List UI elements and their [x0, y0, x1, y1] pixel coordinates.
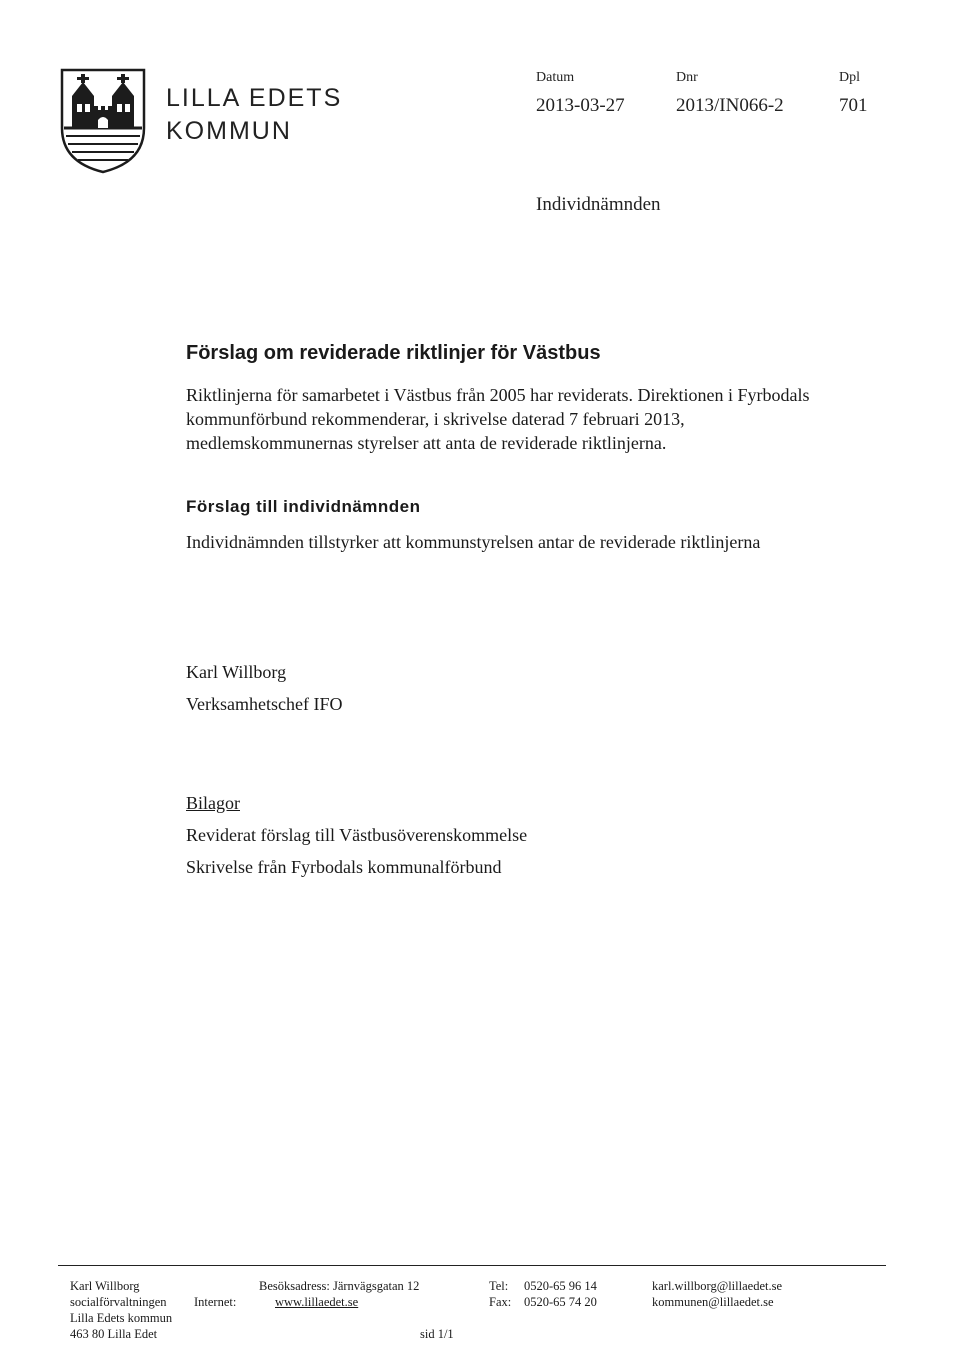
footer-sender-line-4: 463 80 Lilla Edet [70, 1327, 158, 1341]
org-name-line2: KOMMUN [166, 117, 292, 145]
footer-sender-line-2: socialförvaltningen [70, 1295, 167, 1309]
footer-page-indicator: sid 1/1 [420, 1327, 454, 1341]
proposal-text: Individnämnden tillstyrker att kommunstyrelsen antar de reviderade riktlinjerna [186, 532, 761, 552]
attachments-heading: Bilagor [186, 793, 240, 813]
footer-divider [58, 1265, 886, 1266]
footer-fax-label: Fax: [489, 1295, 512, 1309]
footer-email-personal[interactable]: karl.willborg@lillaedet.se [652, 1279, 782, 1293]
org-name-line1: LILLA EDETS [166, 84, 343, 112]
signature-name: Karl Willborg [186, 662, 287, 682]
dpl-label: Dpl [839, 70, 860, 85]
footer-email-general[interactable]: kommunen@lillaedet.se [652, 1295, 774, 1309]
footer-address: Besöksadress: Järnvägsgatan 12 [259, 1279, 420, 1293]
signature-title: Verksamhetschef IFO [186, 694, 343, 714]
footer-fax-value: 0520-65 74 20 [524, 1295, 597, 1309]
dnr-label: Dnr [676, 70, 698, 85]
dpl-value: 701 [839, 95, 868, 116]
coat-of-arms-logo [58, 66, 148, 176]
document-title: Förslag om reviderade riktlinjer för Västbus [186, 342, 601, 364]
intro-line-1: Riktlinjerna för samarbetet i Västbus från 2005 har reviderats. Direktionen i Fyrbodals [186, 385, 810, 405]
footer-sender-line-3: Lilla Edets kommun [70, 1311, 173, 1325]
footer-internet-label: Internet: [194, 1295, 237, 1309]
dnr-value: 2013/IN066-2 [676, 95, 784, 116]
intro-line-3: medlemskommunernas styrelser att anta de reviderade riktlinjerna. [186, 433, 667, 453]
recipient: Individnämnden [536, 194, 661, 215]
proposal-heading: Förslag till individnämnden [186, 497, 421, 516]
intro-line-2: kommunförbund rekommenderar, i skrivelse daterad 7 februari 2013, [186, 409, 685, 429]
attachment-1: Reviderat förslag till Västbusöverenskommelse [186, 825, 528, 845]
footer-tel-value: 0520-65 96 14 [524, 1279, 597, 1293]
footer-website-link[interactable]: www.lillaedet.se [275, 1295, 359, 1309]
footer-tel-label: Tel: [489, 1279, 509, 1293]
footer-sender-line-1: Karl Willborg [70, 1279, 140, 1293]
datum-label: Datum [536, 70, 575, 85]
datum-value: 2013-03-27 [536, 95, 625, 116]
attachment-2: Skrivelse från Fyrbodals kommunalförbund [186, 857, 502, 877]
